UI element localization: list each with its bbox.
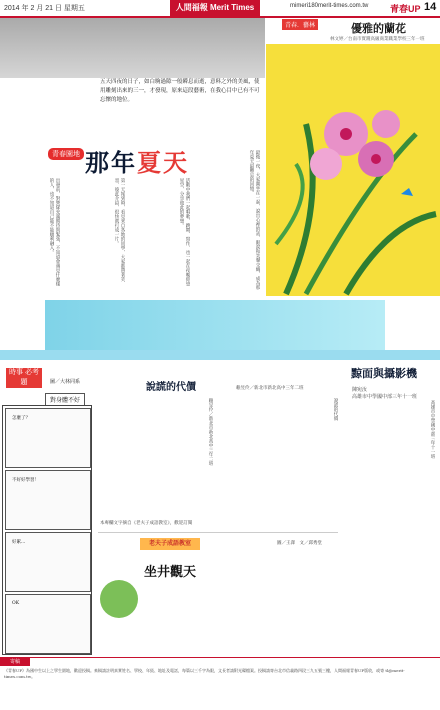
comic-panel [5,532,91,592]
orchid-painting [266,44,440,296]
title-part1: 那年 [85,149,137,177]
idiom-credit: 圖／王澤 文／邱秀堂 [277,541,322,546]
speech-bubble: OK [12,601,20,606]
comic-credit: 圖／大林同系 [50,379,81,385]
essay-school: 高雄市中學國中部三年十一班 [352,394,418,400]
story-title: 說謊的代價 [146,382,196,393]
comic-strip [2,405,92,655]
section-kicker: 青春園地 [48,148,84,160]
article-title [85,143,189,178]
art-title: 優雅的蘭花 [351,22,406,35]
title-part2: 夏天 [137,149,189,177]
newspaper-logo: 人間福報 Merit Times [170,0,260,16]
essay-text: 高雄市中學國中部三年十一班 [430,400,435,459]
story-text: 說謊的代價 [333,398,338,421]
article-intro: 五天四夜的日子，如白駒過隙一般瞬息而逝，意料之外的美風，使用雕刻出來的三一，才發現，原來這段藝術，在我心目中已有不可忘懷的地位。 [100,79,260,103]
article-text-col: 最後一夜，大家圍坐在一起，說出心裡的話，眼淚和笑聲交織，成為那年夏天最難忘的回憶。 [249,150,260,290]
section-name: 青春UP [390,4,421,14]
orchid-illustration [266,44,440,296]
comic-panel [5,470,91,530]
footer-label: 寄稿 [0,658,30,666]
article-text-col: 第一天報到時，看見來自各地的同學，大家都帶著笑容，彼此介紹，很快就打成一片。 [114,178,125,282]
page-number: 14 [424,1,437,13]
youth-banner [45,300,385,350]
art-kicker: 青春．藝林 [282,19,318,30]
frog-illustration [100,580,138,618]
article-text-col: 出發前，對營隊充滿期待與緊張，不知道會遇見什麼樣的人，也不知道自己能不能順利融入。 [49,178,60,286]
page-footer [0,657,440,710]
footer-text: 《青春UP》為國中生以上之學生園地，歡迎投稿。來稿請註明真實姓名、學校、年級、地址及電話，每篇以三千字為限，文長者請附光碟檔案。投稿請寄台北市信義路四段三九五號三樓，人間福報青春UP版收，或寄 tl@merit-times.com.tw。 [4,668,405,679]
comic-label: 時事 必考題 [6,368,42,388]
idiom-title: 坐井觀天 [144,565,197,580]
art-author: 林文婷／台南市實踐高級商業職業學校三年一班 [330,37,425,42]
essay-title: 黥面與攝影機 [351,367,417,380]
story-text: 賴昱伶／新北市新北高中三年二班 [208,398,213,466]
idiom-caption: 本專欄文字摘自《老夫子成語教室》，歡迎訂閱 [100,521,193,526]
site-url[interactable]: mimeri180merit-times.com.tw [290,3,369,9]
comic-panel [5,408,91,468]
article-text-col: 活動中我們一起唱歌、跳舞、寫作，也一起在夜晚仰望星空，分享彼此的夢想。 [179,178,190,286]
speech-bubble: 好累... [12,540,26,545]
idiom-header: 老夫子成語教室 [140,538,200,550]
comic-panel [5,594,91,654]
speech-bubble: 怎麼了？ [12,416,30,421]
story-author: 賴昱伶／新北市新北高中三年二班 [236,386,304,391]
essay-author: 陳宛汝 [352,387,368,393]
issue-date: 2014 年 2 月 21 日 星期五 [4,5,85,12]
youth-banner-strip [0,350,440,360]
silhouette-banner [0,18,265,78]
speech-bubble: 不好好學習！ [12,478,39,483]
comic-title: 對身體不好 [45,393,85,406]
